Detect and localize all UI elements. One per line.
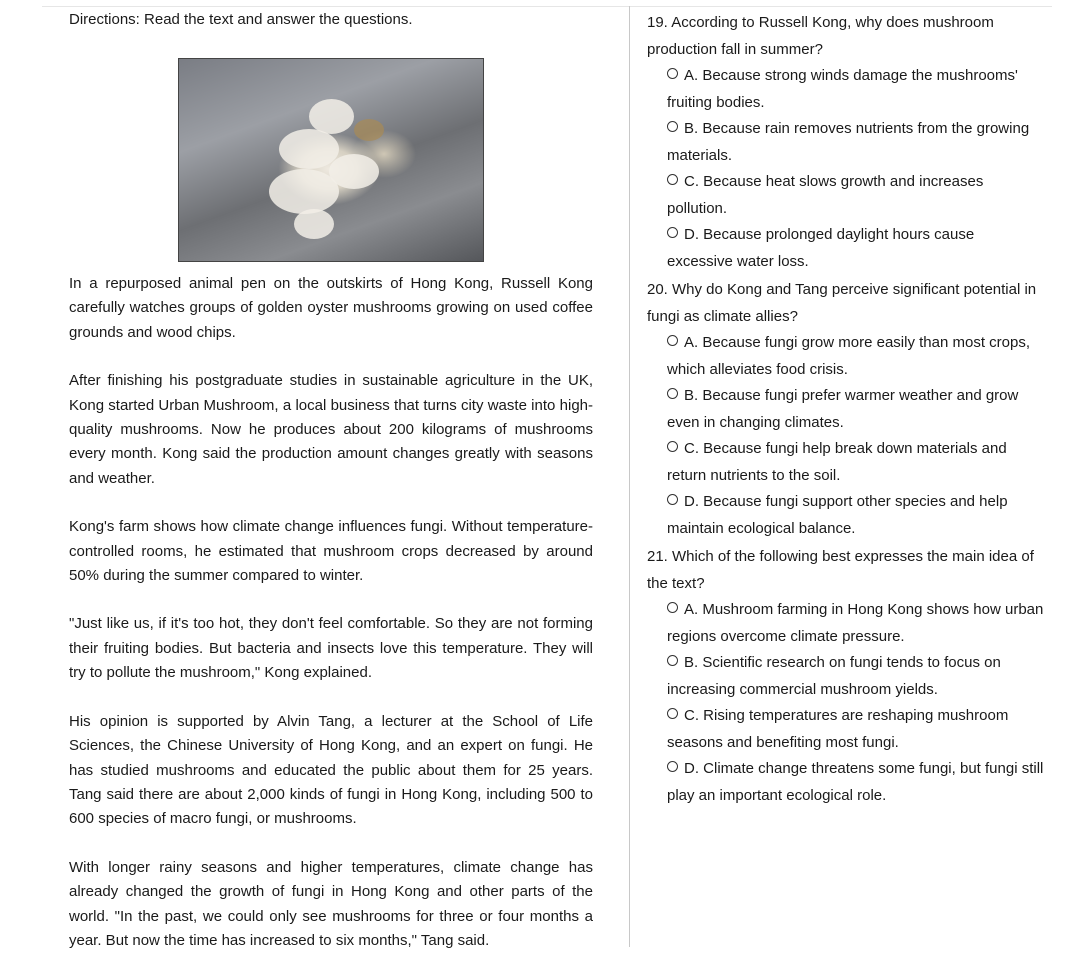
option-text: C. Because fungi help break down materials and return nutrients to the soil. xyxy=(667,440,1007,484)
answer-options xyxy=(667,330,1044,542)
radio-button[interactable] xyxy=(667,68,678,79)
option-d[interactable] xyxy=(667,489,1044,542)
option-text: D. Because fungi support other species and help maintain ecological balance. xyxy=(667,493,1008,537)
question-stem: 19. According to Russell Kong, why does mushroom production fall in summer? xyxy=(647,14,994,58)
option-text: A. Because strong winds damage the mushrooms' fruiting bodies. xyxy=(667,67,1018,111)
option-text: A. Mushroom farming in Hong Kong shows how urban regions overcome climate pressure. xyxy=(667,601,1044,645)
answer-options xyxy=(667,63,1044,275)
passage-paragraph: Kong's farm shows how climate change influences fungi. Without temperature-controlled rooms, he estimated that mushroom crops decreased by around 50% during the summer compared to winter. xyxy=(69,518,593,585)
passage xyxy=(69,272,593,953)
question-19 xyxy=(647,10,1044,275)
option-text: B. Because fungi prefer warmer weather and grow even in changing climates. xyxy=(667,387,1019,431)
option-a[interactable] xyxy=(667,63,1044,116)
radio-button[interactable] xyxy=(667,174,678,185)
passage-paragraph: "Just like us, if it's too hot, they don't feel comfortable. So they are not forming their fruiting bodies. But bacteria and insects love this temperature. They will try to pollute the mushroom," Kong explained. xyxy=(69,615,593,682)
radio-button[interactable] xyxy=(667,708,678,719)
radio-button[interactable] xyxy=(667,655,678,666)
option-text: D. Because prolonged daylight hours cause excessive water loss. xyxy=(667,226,975,270)
passage-paragraph: After finishing his postgraduate studies in sustainable agriculture in the UK, Kong started Urban Mushroom, a local business that turns city waste into high-quality mushrooms. Now he produces about 200 kilograms of mushrooms every month. Kong said the production amount changes greatly with seasons and weather. xyxy=(69,372,593,487)
questions-column xyxy=(647,10,1044,811)
directions-text: Directions: Read the text and answer the questions. xyxy=(69,11,413,28)
option-c[interactable] xyxy=(667,169,1044,222)
option-c[interactable] xyxy=(667,436,1044,489)
radio-button[interactable] xyxy=(667,602,678,613)
option-d[interactable] xyxy=(667,756,1044,809)
option-d[interactable] xyxy=(667,222,1044,275)
radio-button[interactable] xyxy=(667,227,678,238)
radio-button[interactable] xyxy=(667,494,678,505)
radio-button[interactable] xyxy=(667,121,678,132)
reading-column xyxy=(69,10,593,977)
option-a[interactable] xyxy=(667,597,1044,650)
option-b[interactable] xyxy=(667,650,1044,703)
option-a[interactable] xyxy=(667,330,1044,383)
radio-button[interactable] xyxy=(667,388,678,399)
column-divider xyxy=(629,6,630,947)
option-b[interactable] xyxy=(667,116,1044,169)
question-stem: 21. Which of the following best expresses the main idea of the text? xyxy=(647,548,1034,592)
radio-button[interactable] xyxy=(667,761,678,772)
radio-button[interactable] xyxy=(667,441,678,452)
option-text: C. Rising temperatures are reshaping mushroom seasons and benefiting most fungi. xyxy=(667,707,1009,751)
radio-button[interactable] xyxy=(667,335,678,346)
passage-paragraph: In a repurposed animal pen on the outskirts of Hong Kong, Russell Kong carefully watches groups of golden oyster mushrooms growing on used coffee grounds and wood chips. xyxy=(69,275,593,341)
option-text: C. Because heat slows growth and increases pollution. xyxy=(667,173,984,217)
question-21 xyxy=(647,544,1044,809)
option-b[interactable] xyxy=(667,383,1044,436)
option-text: D. Climate change threatens some fungi, but fungi still play an important ecological role. xyxy=(667,760,1044,804)
passage-paragraph: His opinion is supported by Alvin Tang, a lecturer at the School of Life Sciences, the Chinese University of Hong Kong, and an expert on fungi. He has studied mushrooms and educated the public about them for 25 years. Tang said there are about 2,000 kinds of fungi in Hong Kong, including 500 to 600 species of macro fungi, or mushrooms. xyxy=(69,712,593,828)
answer-options xyxy=(667,597,1044,809)
option-text: B. Scientific research on fungi tends to focus on increasing commercial mushroom yields. xyxy=(667,654,1001,698)
passage-paragraph: With longer rainy seasons and higher temperatures, climate change has already changed the growth of fungi in Hong Kong and other parts of the world. "In the past, we could only see mushrooms for three or four months a year. But now the time has increased to six months," Tang said. xyxy=(69,858,593,949)
question-20 xyxy=(647,277,1044,542)
question-stem: 20. Why do Kong and Tang perceive significant potential in fungi as climate allies? xyxy=(647,281,1037,325)
option-c[interactable] xyxy=(667,703,1044,756)
option-text: A. Because fungi grow more easily than most crops, which alleviates food crisis. xyxy=(667,334,1030,378)
option-text: B. Because rain removes nutrients from the growing materials. xyxy=(667,120,1030,164)
mushroom-photo xyxy=(178,58,484,262)
